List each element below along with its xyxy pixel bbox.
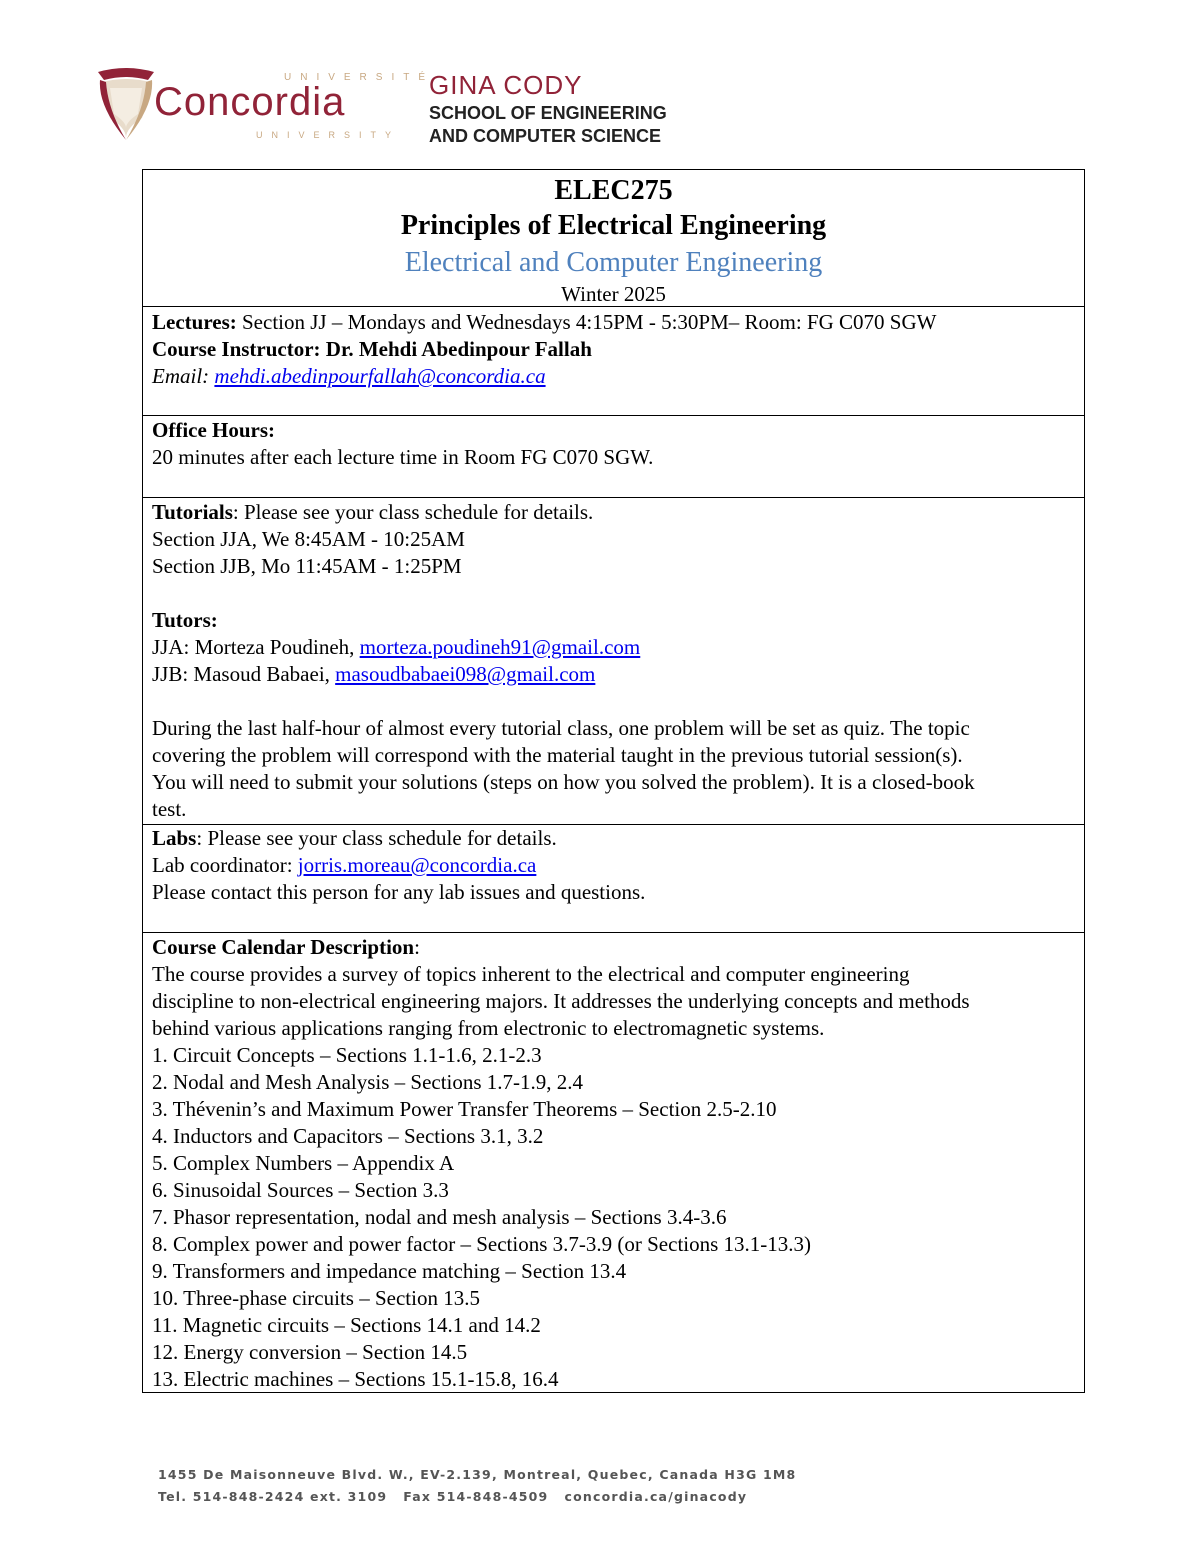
topic-item: 7. Phasor representation, nodal and mesh analysis – Sections 3.4-3.6 <box>152 1205 727 1229</box>
labs-cell <box>143 824 1084 932</box>
logo-universite: UNIVERSITÉ <box>284 72 435 83</box>
calendar-desc-line-2: discipline to non-electrical engineering majors. It addresses the underlying concepts and methods <box>152 989 970 1013</box>
tutor-a: JJA: Morteza Poudineh, <box>152 635 360 659</box>
tutorial-section-b: Section JJB, Mo 11:45AM - 1:25PM <box>152 554 462 578</box>
lab-coordinator-email-link[interactable]: jorris.moreau@concordia.ca <box>297 853 537 877</box>
school-name: GINA CODY <box>429 70 583 100</box>
calendar-cell <box>143 932 1084 1392</box>
topic-item: 4. Inductors and Capacitors – Sections 3.1, 3.2 <box>152 1124 544 1148</box>
tutors-label: Tutors: <box>152 608 218 632</box>
quiz-text-line-3: You will need to submit your solutions (steps on how you solved the problem). It is a closed-book <box>152 770 975 794</box>
calendar-label: Course Calendar Description <box>152 935 415 959</box>
office-hours-label: Office Hours: <box>152 418 276 442</box>
lectures-cell <box>143 306 1084 415</box>
topic-item: 6. Sinusoidal Sources – Section 3.3 <box>152 1178 449 1202</box>
tutorials-text: : Please see your class schedule for details. <box>232 500 594 524</box>
instructor: Course Instructor: Dr. Mehdi Abedinpour Fallah <box>152 337 592 361</box>
logo-concordia: Concordia <box>154 80 346 124</box>
department-name: Electrical and Computer Engineering <box>404 247 823 278</box>
calendar-desc-line-1: The course provides a survey of topics inherent to the electrical and computer engineering <box>152 962 910 986</box>
topic-item: 13. Electric machines – Sections 15.1-15.8, 16.4 <box>152 1367 559 1391</box>
course-name: Principles of Electrical Engineering <box>400 210 827 241</box>
footer-address: 1455 De Maisonneuve Blvd. W., EV-2.139, Montreal, Quebec, Canada H3G 1M8 <box>158 1467 797 1482</box>
lectures-label: Lectures: <box>152 310 237 334</box>
header-logos <box>96 66 716 150</box>
tutorials-label: Tutorials <box>152 500 233 524</box>
tutor-b: JJB: Masoud Babaei, <box>152 662 336 686</box>
course-outline-table <box>142 169 1085 1393</box>
office-hours-text: 20 minutes after each lecture time in Room FG C070 SGW. <box>152 445 654 469</box>
term: Winter 2025 <box>561 282 666 306</box>
labs-contact-text: Please contact this person for any lab issues and questions. <box>152 880 646 904</box>
footer-fax: Fax 514-848-4509 <box>403 1489 549 1504</box>
topic-item: 3. Thévenin’s and Maximum Power Transfer Theorems – Section 2.5-2.10 <box>152 1097 777 1121</box>
footer-tel: Tel. 514-848-2424 ext. 3109 <box>158 1489 388 1504</box>
topic-item: 10. Three-phase circuits – Section 13.5 <box>152 1286 480 1310</box>
logo-university: UNIVERSITY <box>256 130 401 140</box>
tutorial-section-a: Section JJA, We 8:45AM - 10:25AM <box>152 527 465 551</box>
calendar-desc-line-3: behind various applications ranging from electronic to electromagnetic systems. <box>152 1016 825 1040</box>
lab-coordinator-label: Lab coordinator: <box>152 853 298 877</box>
school-line-2: AND COMPUTER SCIENCE <box>429 126 662 146</box>
tutor-b-email-link[interactable]: masoudbabaei098@gmail.com <box>335 662 596 686</box>
topic-item: 1. Circuit Concepts – Sections 1.1-1.6, 2.1-2.3 <box>152 1043 542 1067</box>
tutor-a-email-link[interactable]: morteza.poudineh91@gmail.com <box>359 635 641 659</box>
labs-label: Labs <box>152 826 197 850</box>
quiz-text-line-2: covering the problem will correspond with the material taught in the previous tutorial session(s). <box>152 743 963 767</box>
school-line-1: SCHOOL OF ENGINEERING <box>429 103 667 123</box>
topic-item: 12. Energy conversion – Section 14.5 <box>152 1340 468 1364</box>
quiz-text-line-4: test. <box>152 797 187 821</box>
instructor-email-link[interactable]: mehdi.abedinpourfallah@concordia.ca <box>214 364 546 388</box>
labs-text: : Please see your class schedule for details. <box>196 826 557 850</box>
quiz-text-line-1: During the last half-hour of almost every tutorial class, one problem will be set as quiz. The topic <box>152 716 970 740</box>
topic-item: 8. Complex power and power factor – Sections 3.7-3.9 (or Sections 13.1-13.3) <box>152 1232 812 1256</box>
footer <box>158 1464 796 1508</box>
concordia-shield-icon <box>96 66 156 142</box>
tutorials-cell <box>143 497 1084 824</box>
footer-web: concordia.ca/ginacody <box>564 1489 748 1504</box>
email-label: Email: <box>152 364 215 388</box>
office-hours-cell <box>143 415 1084 497</box>
topic-item: 2. Nodal and Mesh Analysis – Sections 1.7-1.9, 2.4 <box>152 1070 584 1094</box>
calendar-colon: : <box>414 935 420 959</box>
topic-item: 11. Magnetic circuits – Sections 14.1 and 14.2 <box>152 1313 541 1337</box>
lectures-text: Section JJ – Mondays and Wednesdays 4:15PM - 5:30PM– Room: FG C070 SGW <box>236 310 937 334</box>
topic-item: 5. Complex Numbers – Appendix A <box>152 1151 455 1175</box>
topic-item: 9. Transformers and impedance matching – Section 13.4 <box>152 1259 627 1283</box>
course-code: ELEC275 <box>554 175 673 206</box>
title-cell <box>143 170 1084 306</box>
